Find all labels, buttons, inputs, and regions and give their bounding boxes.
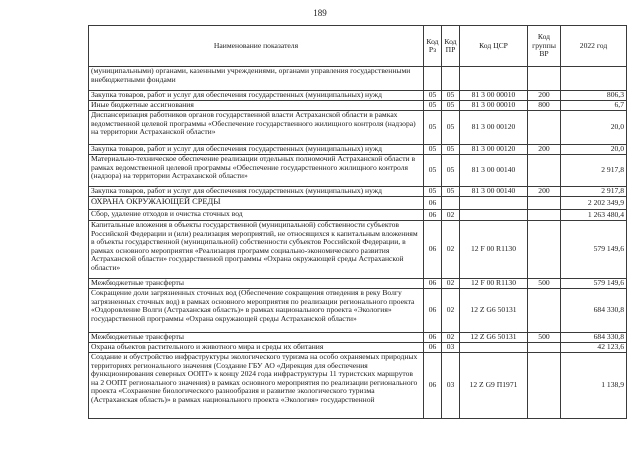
- table-row: [89, 101, 627, 111]
- row-vr: 200: [528, 91, 561, 101]
- row-pr: 02: [442, 210, 460, 221]
- row-vr: [528, 197, 561, 210]
- row-pr: 02: [442, 279, 460, 289]
- column-header-pr: Код ПР: [442, 26, 460, 67]
- row-vr: [528, 221, 561, 279]
- row-amount: 20,0: [561, 111, 627, 145]
- row-name: (муниципальными) органами, казенными учреждениями, органами управления государственными внебюджетными фондами: [89, 67, 424, 91]
- table-row: [89, 221, 627, 279]
- row-vr: [528, 155, 561, 187]
- column-header-year: 2022 год: [561, 26, 627, 67]
- column-header-csr: Код ЦСР: [460, 26, 528, 67]
- row-pr: 02: [442, 333, 460, 343]
- row-csr: 81 3 00 00120: [460, 145, 528, 155]
- row-rz: 05: [424, 145, 442, 155]
- row-rz: 05: [424, 91, 442, 101]
- column-header-name: Наименование показателя: [89, 26, 424, 67]
- table-row: [89, 67, 627, 91]
- table-row: [89, 289, 627, 333]
- row-vr: 800: [528, 101, 561, 111]
- table-row: [89, 91, 627, 101]
- row-csr: 12 Z G6 50131: [460, 333, 528, 343]
- row-name: Закупка товаров, работ и услуг для обеспечения государственных (муниципальных) нужд: [89, 187, 424, 197]
- table-row: [89, 343, 627, 353]
- table-header-row: [89, 26, 627, 67]
- row-rz: 05: [424, 155, 442, 187]
- row-amount: 6,7: [561, 101, 627, 111]
- row-pr: 03: [442, 343, 460, 353]
- row-pr: 02: [442, 221, 460, 279]
- row-rz: 06: [424, 333, 442, 343]
- row-vr: [528, 111, 561, 145]
- row-name: ОХРАНА ОКРУЖАЮЩЕЙ СРЕДЫ: [89, 197, 424, 210]
- row-rz: 06: [424, 221, 442, 279]
- row-vr: 200: [528, 187, 561, 197]
- page-number: 189: [313, 8, 327, 18]
- row-amount: 20,0: [561, 145, 627, 155]
- row-csr: [460, 197, 528, 210]
- row-csr: 81 3 00 00140: [460, 187, 528, 197]
- row-rz: 06: [424, 197, 442, 210]
- row-pr: 05: [442, 101, 460, 111]
- row-amount: 1 138,9: [561, 353, 627, 419]
- row-name: Межбюджетные трансферты: [89, 279, 424, 289]
- row-pr: 05: [442, 155, 460, 187]
- table-row: [89, 197, 627, 210]
- row-rz: 06: [424, 353, 442, 419]
- row-rz: 06: [424, 279, 442, 289]
- row-vr: [528, 353, 561, 419]
- row-vr: [528, 67, 561, 91]
- row-csr: 81 3 00 00140: [460, 155, 528, 187]
- row-amount: 579 149,6: [561, 221, 627, 279]
- row-rz: 06: [424, 289, 442, 333]
- row-pr: [442, 67, 460, 91]
- table-row: [89, 111, 627, 145]
- row-csr: [460, 210, 528, 221]
- row-amount: 806,3: [561, 91, 627, 101]
- row-vr: [528, 210, 561, 221]
- row-name: Диспансеризация работников органов государственной власти Астраханской области в рамках ведомственной целевой программы «Обеспечение государственного жилищного контроля (надзора) на территории Астраханской области»: [89, 111, 424, 145]
- row-amount: 684 330,8: [561, 333, 627, 343]
- row-csr: 81 3 00 00010: [460, 101, 528, 111]
- row-csr: [460, 67, 528, 91]
- row-csr: 12 F 00 R1130: [460, 221, 528, 279]
- row-csr: 81 3 00 00010: [460, 91, 528, 101]
- row-name: Материально-техническое обеспечение реализации отдельных полномочий Астраханской области в рамках ведомственной целевой программы «Обеспечение государственного жилищного контроля (надзора) на территории Астраханской области»: [89, 155, 424, 187]
- row-name: Создание и обустройство инфраструктуры экологического туризма на особо охраняемых природных территориях регионального значения (Создание ГБУ АО «Дирекция для обеспечения функционирования северных ООПТ» к концу 2024 года инфраструктуры 11 туристских маршрутов на 2 ООПТ регионального значения) в рамках основного мероприятия по реализации регионального проекта «Сохранение биологического разнообразия и развитие экологического туризма (Астраханская область)» в рамках национального проекта «Экология» государственной: [89, 353, 424, 419]
- row-csr: 12 Z G9 П1971: [460, 353, 528, 419]
- row-rz: 05: [424, 101, 442, 111]
- row-pr: 05: [442, 145, 460, 155]
- row-amount: 684 330,8: [561, 289, 627, 333]
- row-amount: 2 917,8: [561, 187, 627, 197]
- row-rz: [424, 67, 442, 91]
- row-vr: 500: [528, 279, 561, 289]
- row-name: Сбор, удаление отходов и очистка сточных вод: [89, 210, 424, 221]
- table-row: [89, 210, 627, 221]
- row-name: Закупка товаров, работ и услуг для обеспечения государственных (муниципальных) нужд: [89, 145, 424, 155]
- table-row: [89, 155, 627, 187]
- table-row: [89, 187, 627, 197]
- column-header-vr: Код группы ВР: [528, 26, 561, 67]
- table-row: [89, 279, 627, 289]
- row-name: Межбюджетные трансферты: [89, 333, 424, 343]
- row-csr: 81 3 00 00120: [460, 111, 528, 145]
- row-csr: 12 Z G6 50131: [460, 289, 528, 333]
- row-name: Сокращение доли загрязненных сточных вод (Обеспечение сокращения отведения в реку Волгу загрязненных сточных вод) в рамках основного мероприятия по реализации регионального проекта «Оздоровление Волги (Астраханская область)» в рамках национального проекта «Экология» государственной программы «Охрана окружающей среды Астраханской области»: [89, 289, 424, 333]
- row-rz: 05: [424, 111, 442, 145]
- row-csr: 12 F 00 R1130: [460, 279, 528, 289]
- table-row: [89, 353, 627, 419]
- table-row: [89, 333, 627, 343]
- row-pr: 05: [442, 187, 460, 197]
- row-pr: 03: [442, 353, 460, 419]
- row-vr: 500: [528, 333, 561, 343]
- row-amount: 1 263 480,4: [561, 210, 627, 221]
- row-amount: 2 202 349,9: [561, 197, 627, 210]
- row-pr: 05: [442, 91, 460, 101]
- row-csr: [460, 343, 528, 353]
- row-pr: 05: [442, 111, 460, 145]
- row-rz: 06: [424, 343, 442, 353]
- row-vr: [528, 289, 561, 333]
- row-name: Закупка товаров, работ и услуг для обеспечения государственных (муниципальных) нужд: [89, 91, 424, 101]
- row-amount: 2 917,8: [561, 155, 627, 187]
- row-pr: [442, 197, 460, 210]
- row-rz: 06: [424, 210, 442, 221]
- row-amount: [561, 67, 627, 91]
- row-vr: [528, 343, 561, 353]
- row-vr: 200: [528, 145, 561, 155]
- column-header-rz: Код Рз: [424, 26, 442, 67]
- row-amount: 42 123,6: [561, 343, 627, 353]
- table-row: [89, 145, 627, 155]
- row-rz: 05: [424, 187, 442, 197]
- row-name: Капитальные вложения в объекты государственной (муниципальной) собственности субъектов Российской Федерации и (или) реализация мероприятий, не относящихся к капитальным вложениям в объекты государственной (муниципальной) собственности субъектов Российской Федерации, в рамках основного мероприятия «Реализация программ социально-экономического развития Астраханской области» государственной программы «Охрана окружающей среды Астраханской области»: [89, 221, 424, 279]
- row-name: Иные бюджетные ассигнования: [89, 101, 424, 111]
- budget-table: [88, 25, 627, 419]
- row-amount: 579 149,6: [561, 279, 627, 289]
- row-pr: 02: [442, 289, 460, 333]
- row-name: Охрана объектов растительного и животного мира и среды их обитания: [89, 343, 424, 353]
